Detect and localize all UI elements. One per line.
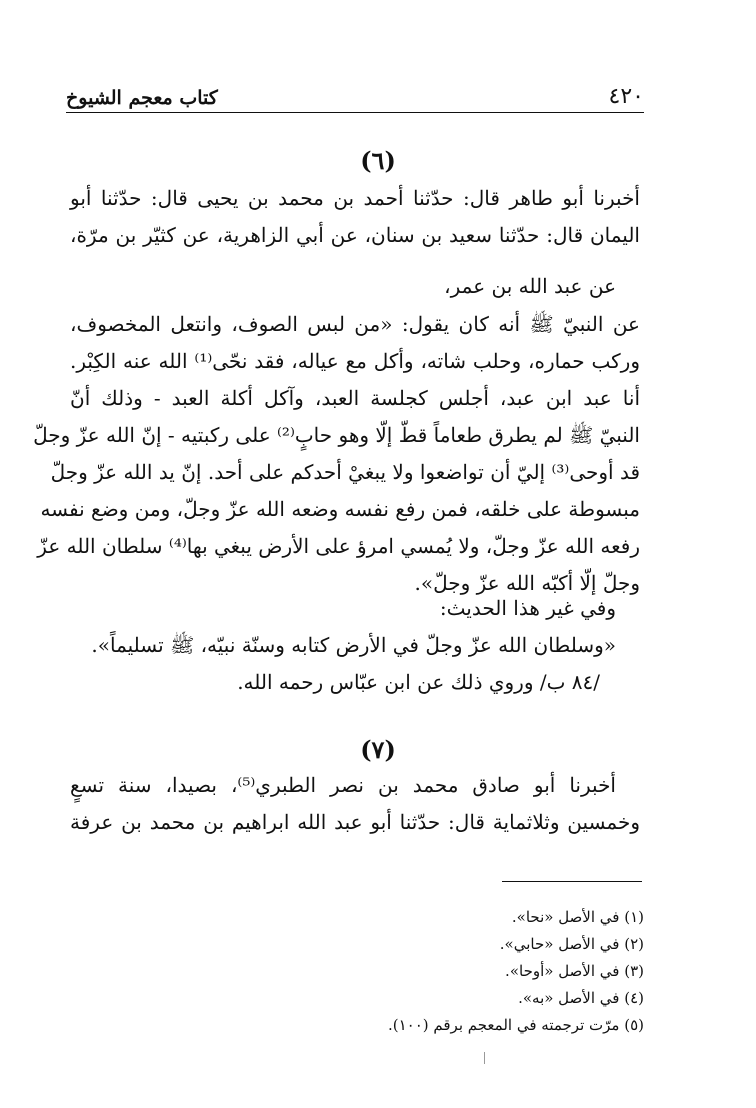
hadith-paragraph [33, 306, 640, 602]
page-number: ٤٢٠ [608, 84, 644, 109]
text-line: «وسلطان الله عزّ وجلّ في الأرض كتابه وسنّة نبيّه، ﷺ تسليماً». [91, 633, 616, 657]
footnotes [70, 904, 644, 1039]
text-line: اليمان قال: حدّثنا سعيد بن سنان، عن أبي الزاهرية، عن كثيّر بن مرّة، [70, 223, 640, 247]
text-line: قد أوحى⁽³⁾ إليّ أن تواضعوا ولا يبغيْ أحدكم على أحد. إنّ يد الله عزّ وجلّ [50, 460, 640, 484]
text-line: رفعه الله عزّ وجلّ، ولا يُمسي امرؤ على الأرض يبغي بها⁽⁴⁾ سلطان الله عزّ [37, 534, 640, 558]
text-line: أخبرنا أبو طاهر قال: حدّثنا أحمد بن محمد بن يحيى قال: حدّثنا أبو [70, 186, 640, 210]
footnote: (٥) مرّت ترجمته في المعجم برقم (١٠٠). [387, 1016, 644, 1034]
footnote: (٣) في الأصل «أوحا». [505, 962, 644, 980]
text-line: مبسوطة على خلقه، فمن رفع نفسه وضعه الله عزّ وجلّ، ومن وضع نفسه [40, 497, 640, 521]
variant-paragraph [70, 590, 640, 701]
text-line: عن عبد الله بن عمر، [444, 274, 616, 298]
scan-mark [484, 1052, 485, 1064]
footnote: (١) في الأصل «نحا». [511, 908, 644, 926]
isnad-end-paragraph [70, 268, 640, 305]
footnote: (٢) في الأصل «حابي». [499, 935, 644, 953]
book-title: كتاب معجم الشيوخ [66, 87, 218, 109]
running-header [66, 78, 644, 113]
text-line: أنا عبد ابن عبد، أجلس كجلسة العبد، وآكل أكلة العبد - وذلك أنّ [70, 386, 640, 410]
text-line: وركب حماره، وحلب شاته، وأكل مع عياله، فقد نحّى⁽¹⁾ الله عنه الكِبْر. [70, 349, 640, 373]
section-heading-7: (٧) [360, 735, 396, 764]
footnote-divider [502, 881, 642, 882]
text-line: عن النبيّ ﷺ أنه كان يقول: «من لبس الصوف، وانتعل المخصوف، [70, 312, 640, 336]
text-line: وجلّ إلّا أكبّه الله عزّ وجلّ». [414, 571, 640, 595]
isnad-paragraph [70, 180, 640, 254]
text-line: وخمسين وثلاثماية قال: حدّثنا أبو عبد الله ابراهيم بن محمد بن عرفة [70, 810, 640, 834]
section-heading-6: (٦) [360, 146, 396, 175]
text-line: أخبرنا أبو صادق محمد بن نصر الطبري⁽⁵⁾، بصيدا، سنة تسعٍ [70, 773, 616, 797]
text-line: وفي غير هذا الحديث: [439, 596, 616, 620]
text-line: النبيّ ﷺ لم يطرق طعاماً قطّ إلّا وهو حابٍ⁽²⁾ على ركبتيه - إنّ الله عزّ وجلّ [33, 423, 640, 447]
folio-note: /٨٤ ب/ وروي ذلك عن ابن عبّاس رحمه الله. [237, 670, 600, 694]
section7-paragraph [70, 767, 640, 841]
footnote: (٤) في الأصل «به». [518, 989, 644, 1007]
